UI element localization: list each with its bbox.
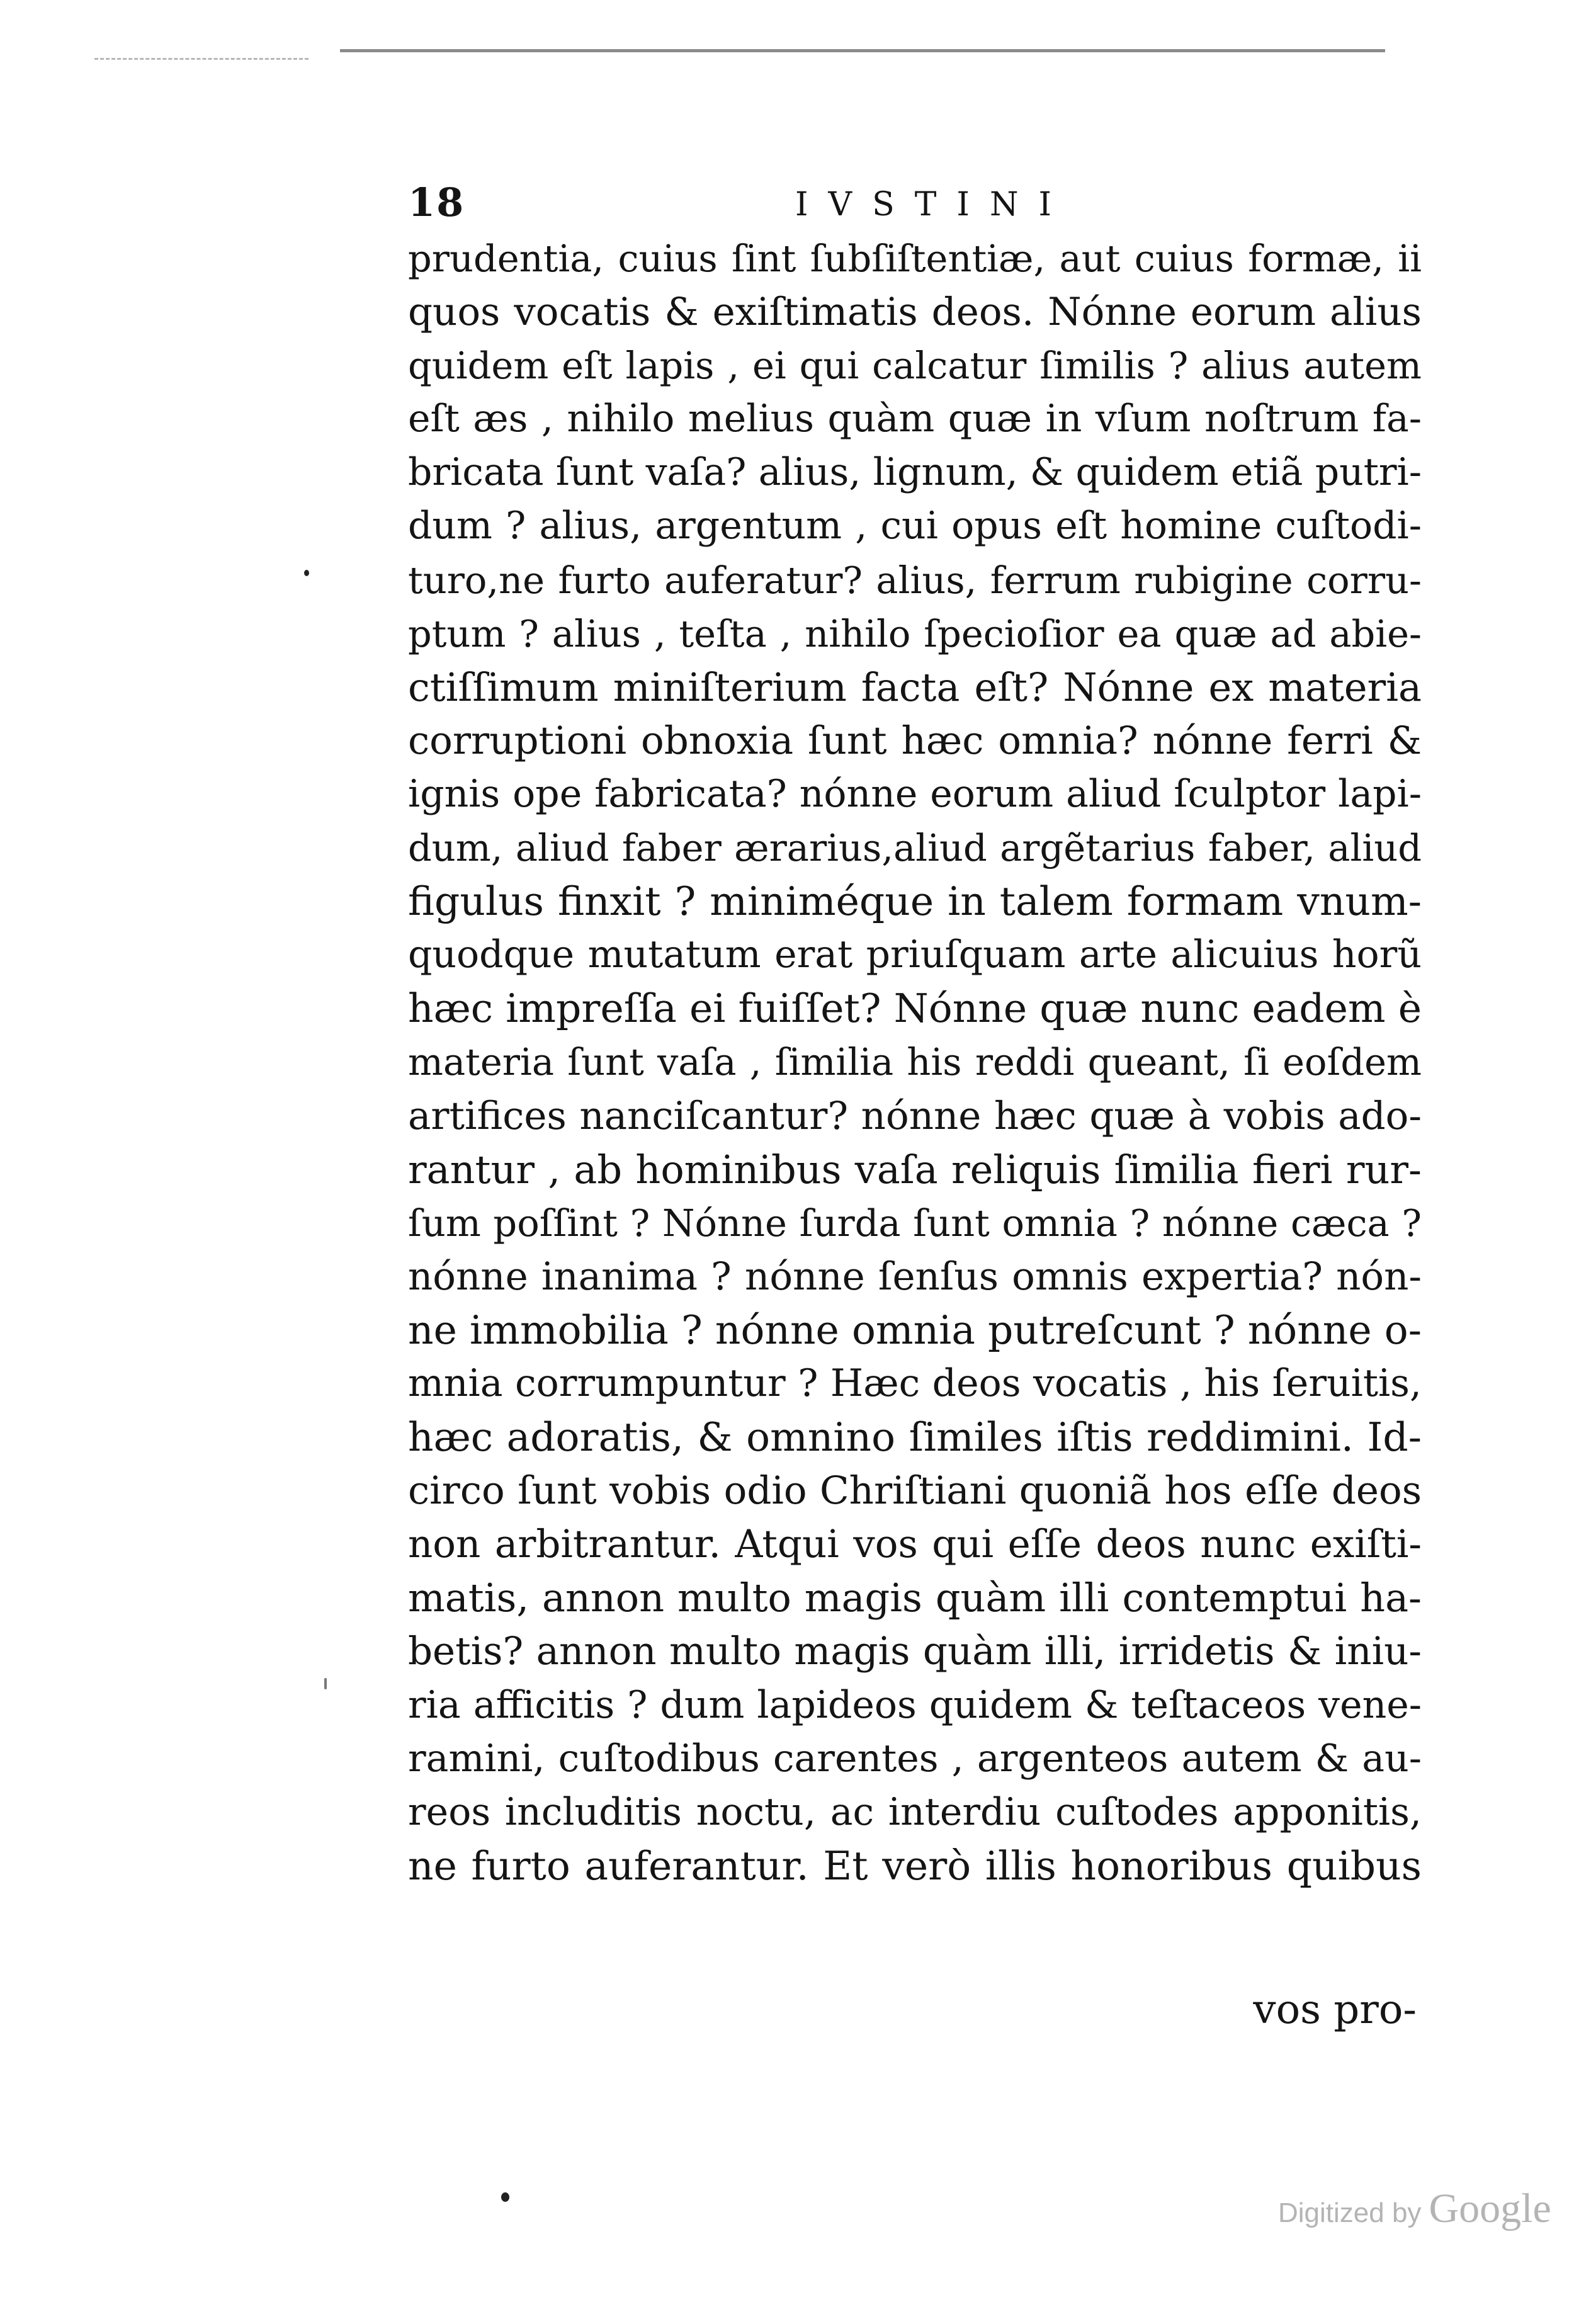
running-head bbox=[408, 179, 1428, 230]
text-line: bricata ſunt vaſa? alius, lignum, & quidem etiã putri- bbox=[408, 450, 1422, 495]
text-line: dum ? alius, argentum , cui opus eſt homine cuſtodi- bbox=[408, 504, 1422, 548]
text-line: quidem eſt lapis , ei qui calcatur ſimilis ? alius autem bbox=[408, 344, 1422, 388]
text-line: corruptioni obnoxia ſunt hæc omnia? nónne ferri & bbox=[408, 718, 1422, 763]
text-line: ramini, cuſtodibus carentes , argenteos autem & au- bbox=[408, 1736, 1422, 1781]
text-line: rantur , ab hominibus vaſa reliquis ſimilia fieri rur- bbox=[408, 1146, 1422, 1193]
text-line: mnia corrumpuntur ? Hæc deos vocatis , his ſeruitis, bbox=[408, 1361, 1422, 1405]
ink-speck bbox=[324, 1678, 327, 1689]
text-line: artifices nanciſcantur? nónne hæc quæ à vobis ado- bbox=[408, 1093, 1422, 1138]
text-line: ne immobilia ? nónne omnia putreſcunt ? nónne o- bbox=[408, 1307, 1422, 1353]
text-line: matis, annon multo magis quàm illi contemptui ha- bbox=[408, 1575, 1422, 1621]
ink-speck bbox=[304, 570, 309, 576]
catchword: vos pro- bbox=[1253, 1987, 1417, 2033]
text-line: figulus finxit ? miniméque in talem formam vnum- bbox=[408, 878, 1422, 925]
text-line: reos includitis noctu, ac interdiu cuſtodes apponitis, bbox=[408, 1789, 1422, 1834]
text-line: nónne inanima ? nónne ſenſus omnis expertia? nón- bbox=[408, 1254, 1422, 1299]
text-line: circo ſunt vobis odio Chriſtiani quoniã hos eſſe deos bbox=[408, 1468, 1422, 1514]
text-line: non arbitrantur. Atqui vos qui eſſe deos nunc exiſti- bbox=[408, 1522, 1422, 1567]
watermark-brand: Google bbox=[1429, 2185, 1551, 2231]
text-line: dum, aliud faber ærarius,aliud argẽtarius faber, aliud bbox=[408, 826, 1422, 870]
text-line: turo,ne furto auferatur? alius, ferrum rubigine corru- bbox=[408, 558, 1422, 602]
page-number: 18 bbox=[408, 179, 465, 225]
ink-speck bbox=[501, 2192, 509, 2202]
text-line: hæc adoratis, & omnino ſimiles iſtis reddimini. Id- bbox=[408, 1414, 1422, 1461]
text-line: ſum poſſint ? Nónne ſurda ſunt omnia ? nónne cæca ? bbox=[408, 1201, 1422, 1245]
text-line: ptum ? alius , teſta , nihilo ſpecioſior ea quæ ad abie- bbox=[408, 611, 1422, 655]
digitization-watermark bbox=[1278, 2185, 1551, 2233]
text-line: eſt æs , nihilo melius quàm quæ in vſum noſtrum fa- bbox=[408, 397, 1422, 441]
body-text bbox=[408, 232, 1422, 1893]
text-line: quodque mutatum erat priuſquam arte alicuius horũ bbox=[408, 932, 1422, 977]
text-line: betis? annon multo magis quàm illi, irridetis & iniu- bbox=[408, 1629, 1422, 1674]
text-line: ria afficitis ? dum lapideos quidem & teſtaceos vene- bbox=[408, 1682, 1422, 1727]
text-line: quos vocatis & exiſtimatis deos. Nónne eorum alius bbox=[408, 290, 1422, 335]
text-line: materia ſunt vaſa , ſimilia his reddi queant, ſi eoſdem bbox=[408, 1040, 1422, 1084]
watermark-prefix: Digitized by bbox=[1278, 2197, 1422, 2228]
text-line: ignis ope fabricata? nónne eorum aliud ſculptor lapi- bbox=[408, 771, 1422, 816]
text-line: hæc impreſſa ei fuiſſet? Nónne quæ nunc eadem è bbox=[408, 985, 1422, 1032]
scan-edge-mark-left bbox=[94, 58, 309, 62]
scan-edge-rule bbox=[340, 49, 1385, 52]
running-title: IVSTINI bbox=[795, 186, 1072, 224]
text-line: ctiſſimum miniſterium facta eſt? Nónne ex materia bbox=[408, 664, 1422, 710]
text-line: prudentia, cuius ſint ſubſiſtentiæ, aut cuius formæ, ii bbox=[408, 237, 1422, 280]
text-line: ne furto auferantur. Et verò illis honoribus quibus bbox=[408, 1842, 1422, 1889]
